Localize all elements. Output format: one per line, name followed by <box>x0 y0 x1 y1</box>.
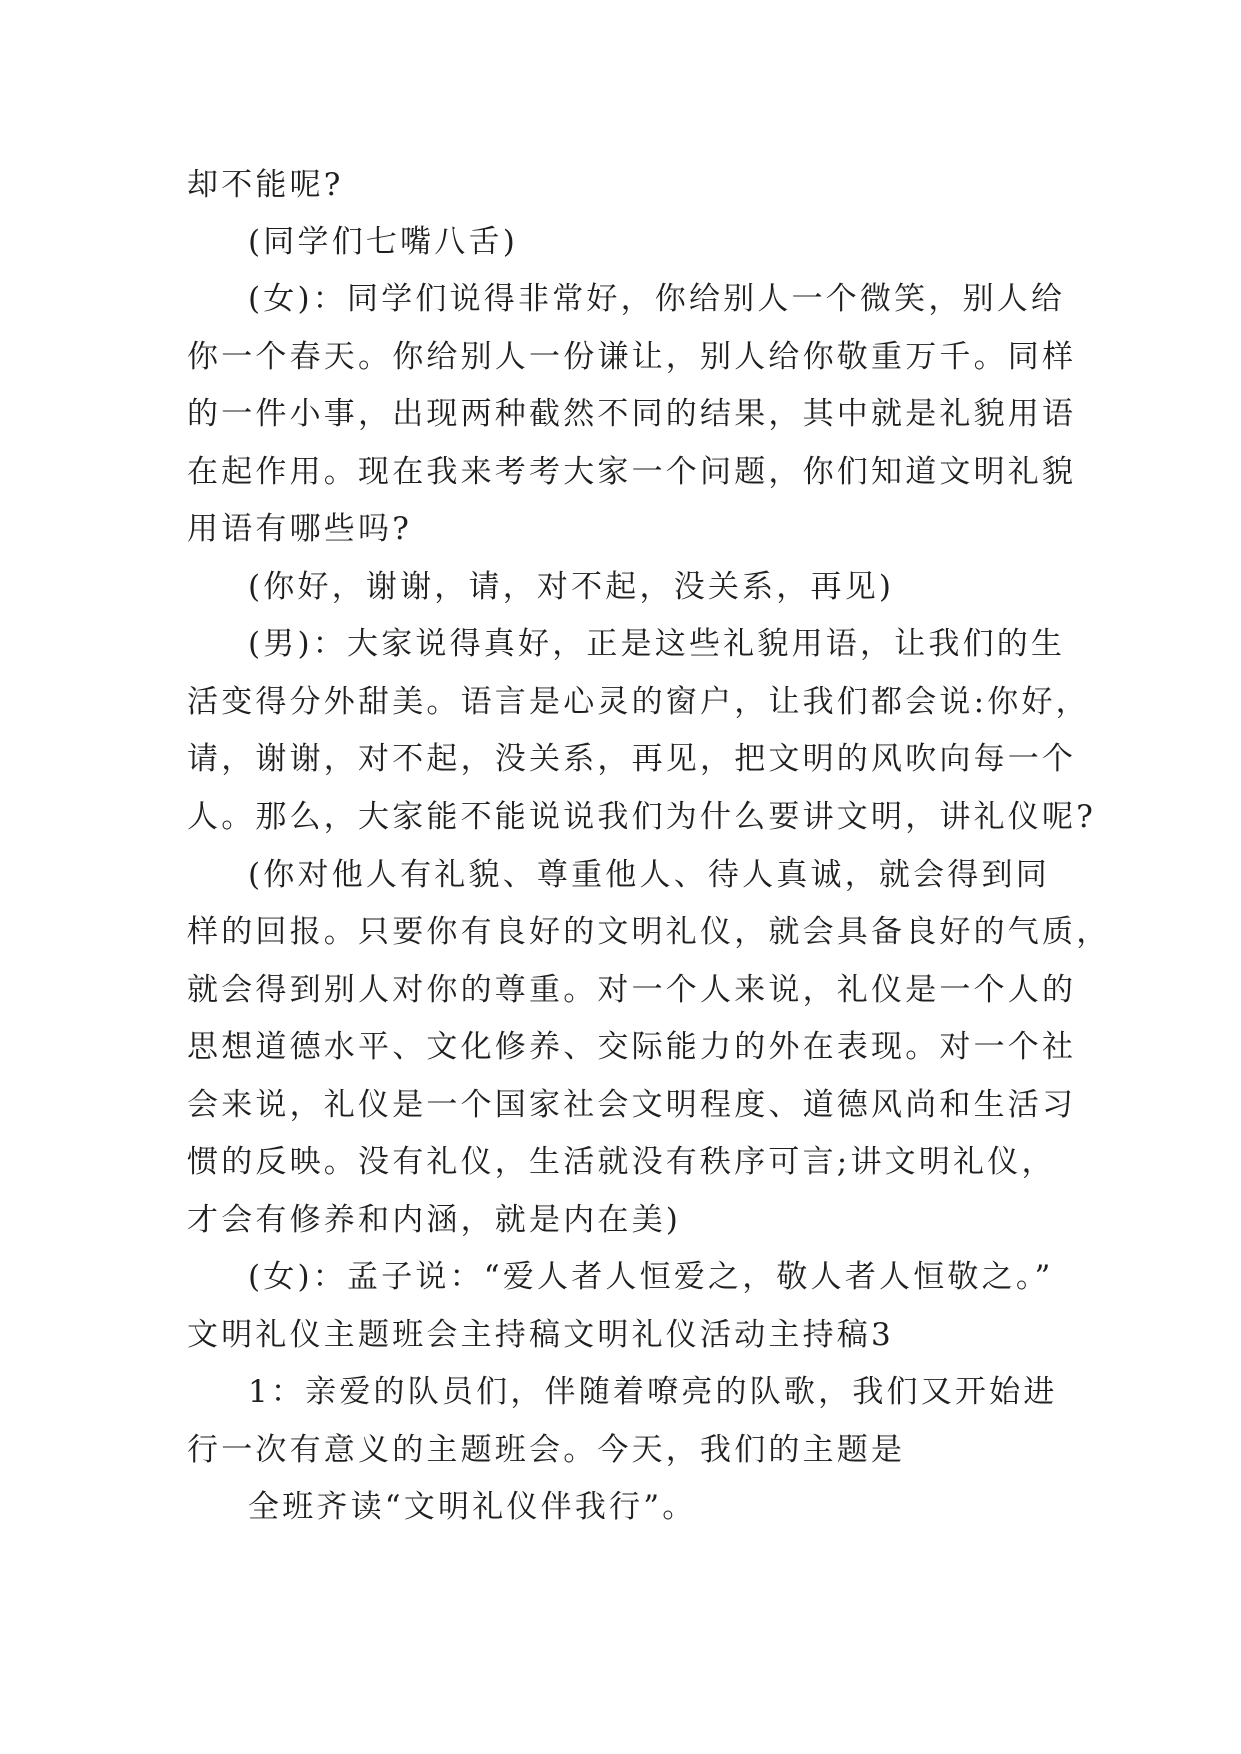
line-text: 全班齐读“文明礼仪伴我行”。 <box>248 1489 697 1525</box>
line-text: 人。那么，大家能不能说说我们为什么要讲文明，讲礼仪呢? <box>187 799 1097 835</box>
text-line <box>0 1191 1241 1249</box>
text-line <box>0 1248 1241 1306</box>
text-line <box>0 1421 1241 1479</box>
line-text: 行一次有意义的主题班会。今天，我们的主题是 <box>187 1432 906 1468</box>
line-text: 思想道德水平、文化修养、交际能力的外在表现。对一个社 <box>187 1029 1077 1065</box>
line-text: (女)：孟子说：“爱人者人恒爱之，敬人者人恒敬之。” <box>248 1259 1054 1295</box>
text-line <box>0 156 1241 214</box>
text-line <box>0 328 1241 386</box>
line-text: 请，谢谢，对不起，没关系，再见，把文明的风吹向每一个 <box>187 741 1077 777</box>
text-line <box>0 788 1241 846</box>
text-line <box>0 961 1241 1019</box>
line-text: 会来说，礼仪是一个国家社会文明程度、道德风尚和生活习 <box>187 1087 1077 1123</box>
line-text: 样的回报。只要你有良好的文明礼仪，就会具备良好的气质， <box>187 914 1111 950</box>
line-text: (男)：大家说得真好，正是这些礼貌用语，让我们的生 <box>248 626 1066 662</box>
text-line <box>0 500 1241 558</box>
line-text: 却不能呢? <box>187 167 344 203</box>
text-line <box>0 385 1241 443</box>
line-text: (你对他人有礼貌、尊重他人、待人真诚，就会得到同 <box>248 857 1050 893</box>
text-line <box>0 673 1241 731</box>
line-text: (你好，谢谢，请，对不起，没关系，再见) <box>248 569 895 605</box>
line-text: 才会有修养和内涵，就是内在美) <box>187 1202 682 1238</box>
line-text: 就会得到别人对你的尊重。对一个人来说，礼仪是一个人的 <box>187 972 1077 1008</box>
line-text: 你一个春天。你给别人一份谦让，别人给你敬重万千。同样 <box>187 339 1077 375</box>
text-line <box>0 1076 1241 1134</box>
text-line <box>0 443 1241 501</box>
line-text: 惯的反映。没有礼仪，生活就没有秩序可言;讲文明礼仪， <box>187 1144 1056 1180</box>
text-line <box>0 1306 1241 1364</box>
text-line <box>0 1478 1241 1536</box>
text-line <box>0 846 1241 904</box>
line-text: (同学们七嘴八舌) <box>248 224 518 260</box>
text-line <box>0 730 1241 788</box>
line-text: (女)：同学们说得非常好，你给别人一个微笑，别人给 <box>248 281 1066 317</box>
text-line <box>0 1018 1241 1076</box>
text-line <box>0 213 1241 271</box>
line-text: 文明礼仪主题班会主持稿文明礼仪活动主持稿3 <box>187 1317 894 1353</box>
line-text: 1：亲爱的队员们，伴随着嘹亮的队歌，我们又开始进 <box>248 1374 1058 1410</box>
line-text: 用语有哪些吗? <box>187 511 413 547</box>
line-text: 活变得分外甜美。语言是心灵的窗户，让我们都会说:你好， <box>187 684 1090 720</box>
text-line <box>0 903 1241 961</box>
text-line <box>0 1133 1241 1191</box>
line-text: 的一件小事，出现两种截然不同的结果，其中就是礼貌用语 <box>187 396 1077 432</box>
text-line <box>0 270 1241 328</box>
text-line <box>0 1363 1241 1421</box>
line-text: 在起作用。现在我来考考大家一个问题，你们知道文明礼貌 <box>187 454 1077 490</box>
text-line <box>0 558 1241 616</box>
text-line <box>0 615 1241 673</box>
